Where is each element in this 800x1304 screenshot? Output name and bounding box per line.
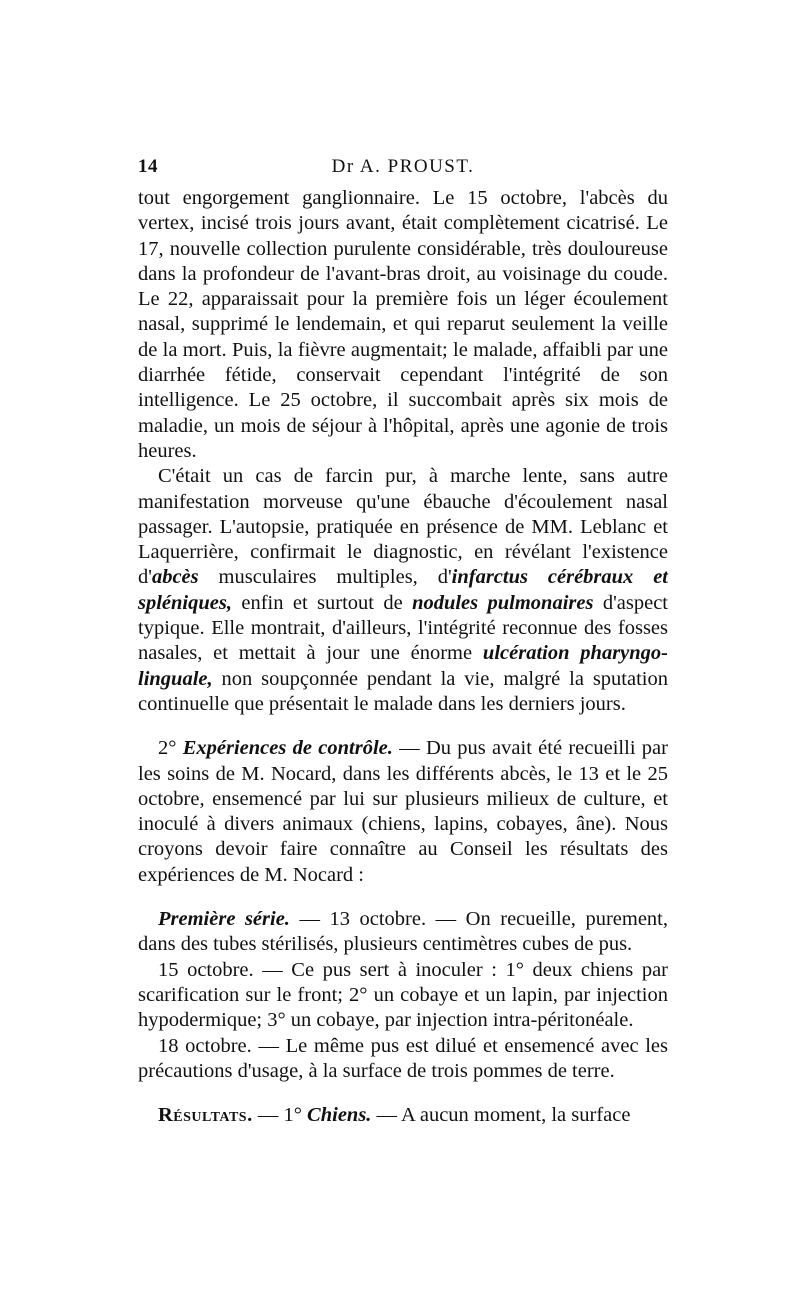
text-run: enfin et surtout de bbox=[231, 591, 413, 614]
text-run: d'aspect typique. Elle montrait, d'ailleurs, l'intégrité reconnue des fosses nasales, et mettait à jour une énorme bbox=[138, 591, 668, 665]
page-number: 14 bbox=[138, 156, 158, 177]
paragraph-results bbox=[138, 1103, 668, 1128]
section-heading: Expériences de contrôle. bbox=[182, 737, 393, 760]
paragraph-gap bbox=[138, 1084, 668, 1103]
text-run: — 13 octobre. — On recueille, purement, dans des tubes stérilisés, plusieurs centimètres cubes de pus. bbox=[138, 908, 669, 956]
text-run: musculaires multiples, d' bbox=[198, 566, 452, 589]
body-text bbox=[138, 186, 668, 1128]
paragraph-inoculation: 15 octobre. — Ce pus sert à inoculer : 1° deux chiens par scarification sur le front; 2° un cobaye et un lapin, par injection hypodermique; 3° un cobaye, par injection intra-péritonéale. bbox=[138, 958, 668, 1032]
paragraph-case-history: tout engorgement ganglionnaire. Le 15 octobre, l'abcès du vertex, incisé trois jours avant, était complètement cicatrisé. Le 17, nouvelle collection purulente considérable, très douloureuse dans la profondeur de l'avant-bras droit, au voisinage du coude. Le 22, apparaissait pour la première fois un léger écoulement nasal, supprimé le lendemain, et qui reparut seulement la veille de la mort. Puis, la fièvre augmentait; le malade, affaibli par une diarrhée fétide, conservait cependant l'intégrité de son intelligence. Le 25 octobre, il succombait après six mois de maladie, un mois de séjour à l'hôpital, après une agonie de trois heures. bbox=[138, 187, 668, 462]
paragraph-culture: 18 octobre. — Le même pus est dilué et ensemencé avec les précautions d'usage, à la surface de trois pommes de terre. bbox=[138, 1034, 668, 1082]
paragraph-autopsy bbox=[138, 464, 668, 717]
paragraph-gap bbox=[138, 717, 668, 736]
running-head-author: Dr A. PROUST. bbox=[331, 156, 475, 177]
results-heading: Résultats. bbox=[158, 1104, 253, 1127]
series-heading: Première série. bbox=[158, 908, 290, 931]
paragraph-control-experiments bbox=[138, 736, 668, 888]
italic-term: Chiens. bbox=[307, 1104, 372, 1127]
italic-term: infarctus cérébraux et spléniques, bbox=[138, 566, 668, 614]
italic-term: abcès bbox=[151, 566, 199, 589]
italic-term: ulcération pharyngo-linguale, bbox=[138, 642, 669, 690]
italic-term: nodules pulmonaires bbox=[412, 591, 594, 614]
running-head bbox=[138, 156, 668, 182]
text-run: C'était un cas de farcin pur, à marche lente, sans autre manifestation morveuse qu'une ébauche d'écoulement nasal passager. L'autopsie, pratiquée en présence de MM. Leblanc et Laquerrière, confirmait le diagnostic, en révélant l'existence d' bbox=[138, 465, 668, 589]
paragraph-gap bbox=[138, 888, 668, 907]
paragraph-first-series bbox=[138, 907, 668, 958]
text-run: — 1° bbox=[252, 1104, 308, 1127]
section-number: 2° bbox=[158, 737, 183, 760]
text-run: non soupçonnée pendant la vie, malgré la sputation continuelle que présentait le malade dans les derniers jours. bbox=[138, 667, 668, 715]
text-run: — Du pus avait été recueilli par les soins de M. Nocard, dans les différents abcès, le 13 et le 25 octobre, ensemencé par lui sur plusieurs milieux de culture, et inoculé à divers animaux (chiens, lapins, cobayes, âne). Nous croyons devoir faire connaître au Conseil les résultats des expériences de M. Nocard : bbox=[138, 737, 668, 886]
text-run: — A aucun moment, la surface bbox=[371, 1104, 631, 1127]
